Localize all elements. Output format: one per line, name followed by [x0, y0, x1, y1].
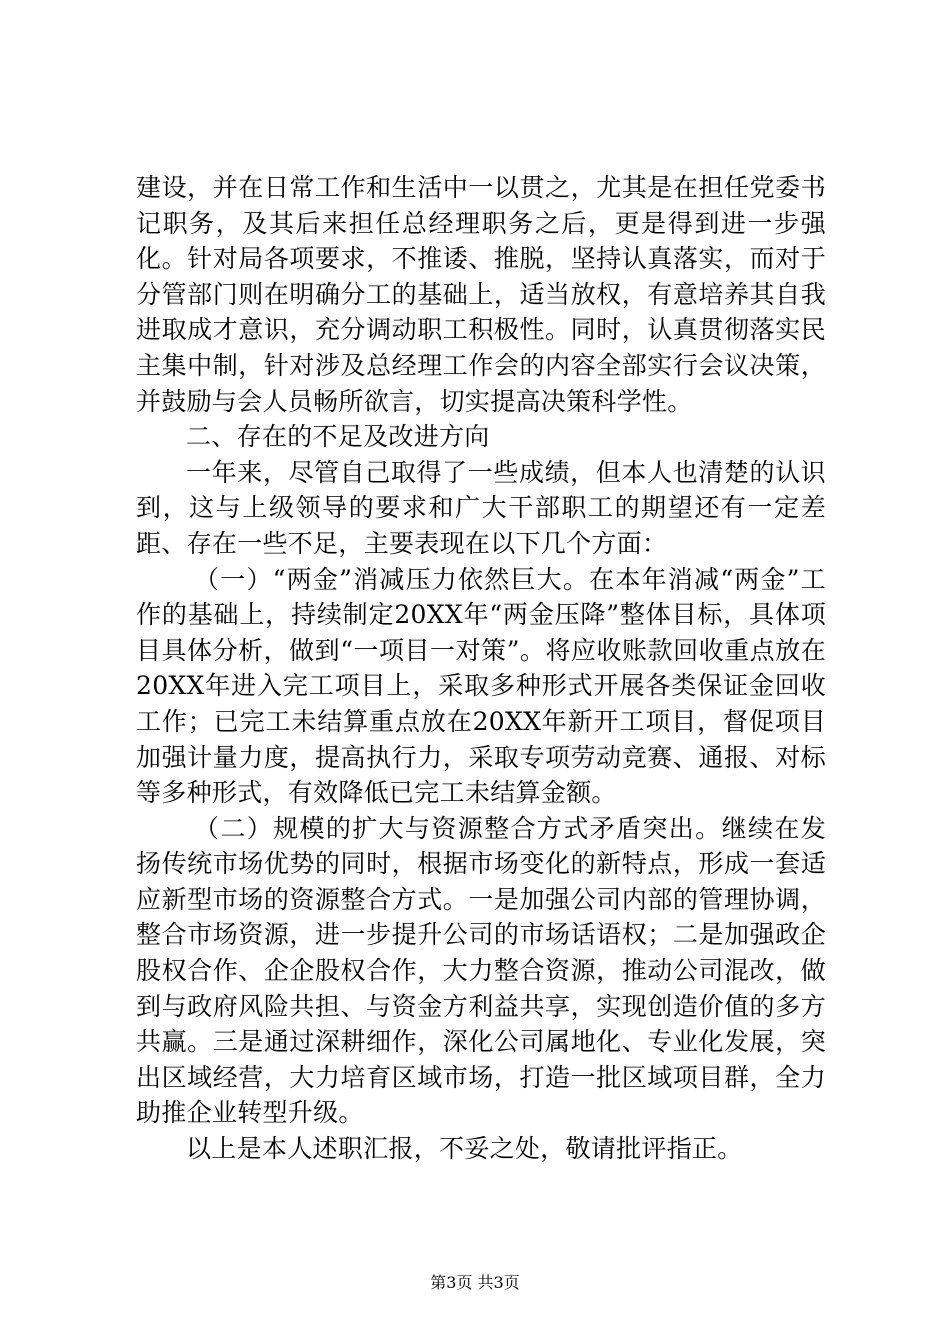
document-body: [136, 170, 826, 1167]
paragraph-party-building-continued: 建设，并在日常工作和生活中一以贯之，尤其是在担任党委书记职务，及其后来担任总经理职务之后，更是得到进一步强化。针对局各项要求，不推诿、推脱，坚持认真落实，而对于分管部门则在明确分工的基础上，适当放权，有意培养其自我进取成才意识，充分调动职工积极性。同时，认真贯彻落实民主集中制，针对涉及总经理工作会的内容全部实行会议决策，并鼓励与会人员畅所欲言，切实提高决策科学性。: [136, 173, 826, 416]
paragraph-two-funds-reduction: （一）“两金”消减压力依然巨大。在本年消减“两金”工作的基础上，持续制定20XX年“两金压降”整体目标，具体项目具体分析，做到“一项目一对策”。将应收账款回收重点放在20XX年进入完工项目上，采取多种形式开展各类保证金回收工作；已完工未结算重点放在20XX年新开工项目，督促项目加强计量力度，提高执行力，采取专项劳动竞赛、通报、对标等多种形式，有效降低已完工未结算金额。: [136, 564, 826, 808]
section-heading-shortcomings: 二、存在的不足及改进方向: [186, 422, 490, 452]
page-number-footer: 第3页 共3页: [430, 1273, 520, 1292]
paragraph-shortcomings-intro: 一年来，尽管自己取得了一些成绩，但本人也清楚的认识到，这与上级领导的要求和广大干部职工的期望还有一定差距、存在一些不足，主要表现在以下几个方面：: [136, 457, 826, 558]
paragraph-resource-integration: （二）规模的扩大与资源整合方式矛盾突出。继续在发扬传统市场优势的同时，根据市场变化的新特点，形成一套适应新型市场的资源整合方式。一是加强公司内部的管理协调，整合市场资源，进一步提升公司的市场话语权；二是加强政企股权合作、企企股权合作，大力整合资源，推动公司混改，做到与政府风险共担、与资金方利益共享，实现创造价值的多方共赢。三是通过深耕细作，深化公司属地化、专业化发展，突出区域经营，大力培育区域市场，打造一批区域项目群，全力助推企业转型升级。: [136, 813, 826, 1128]
paragraph-closing-remark: 以上是本人述职汇报，不妥之处，敬请批评指正。: [186, 1134, 743, 1164]
